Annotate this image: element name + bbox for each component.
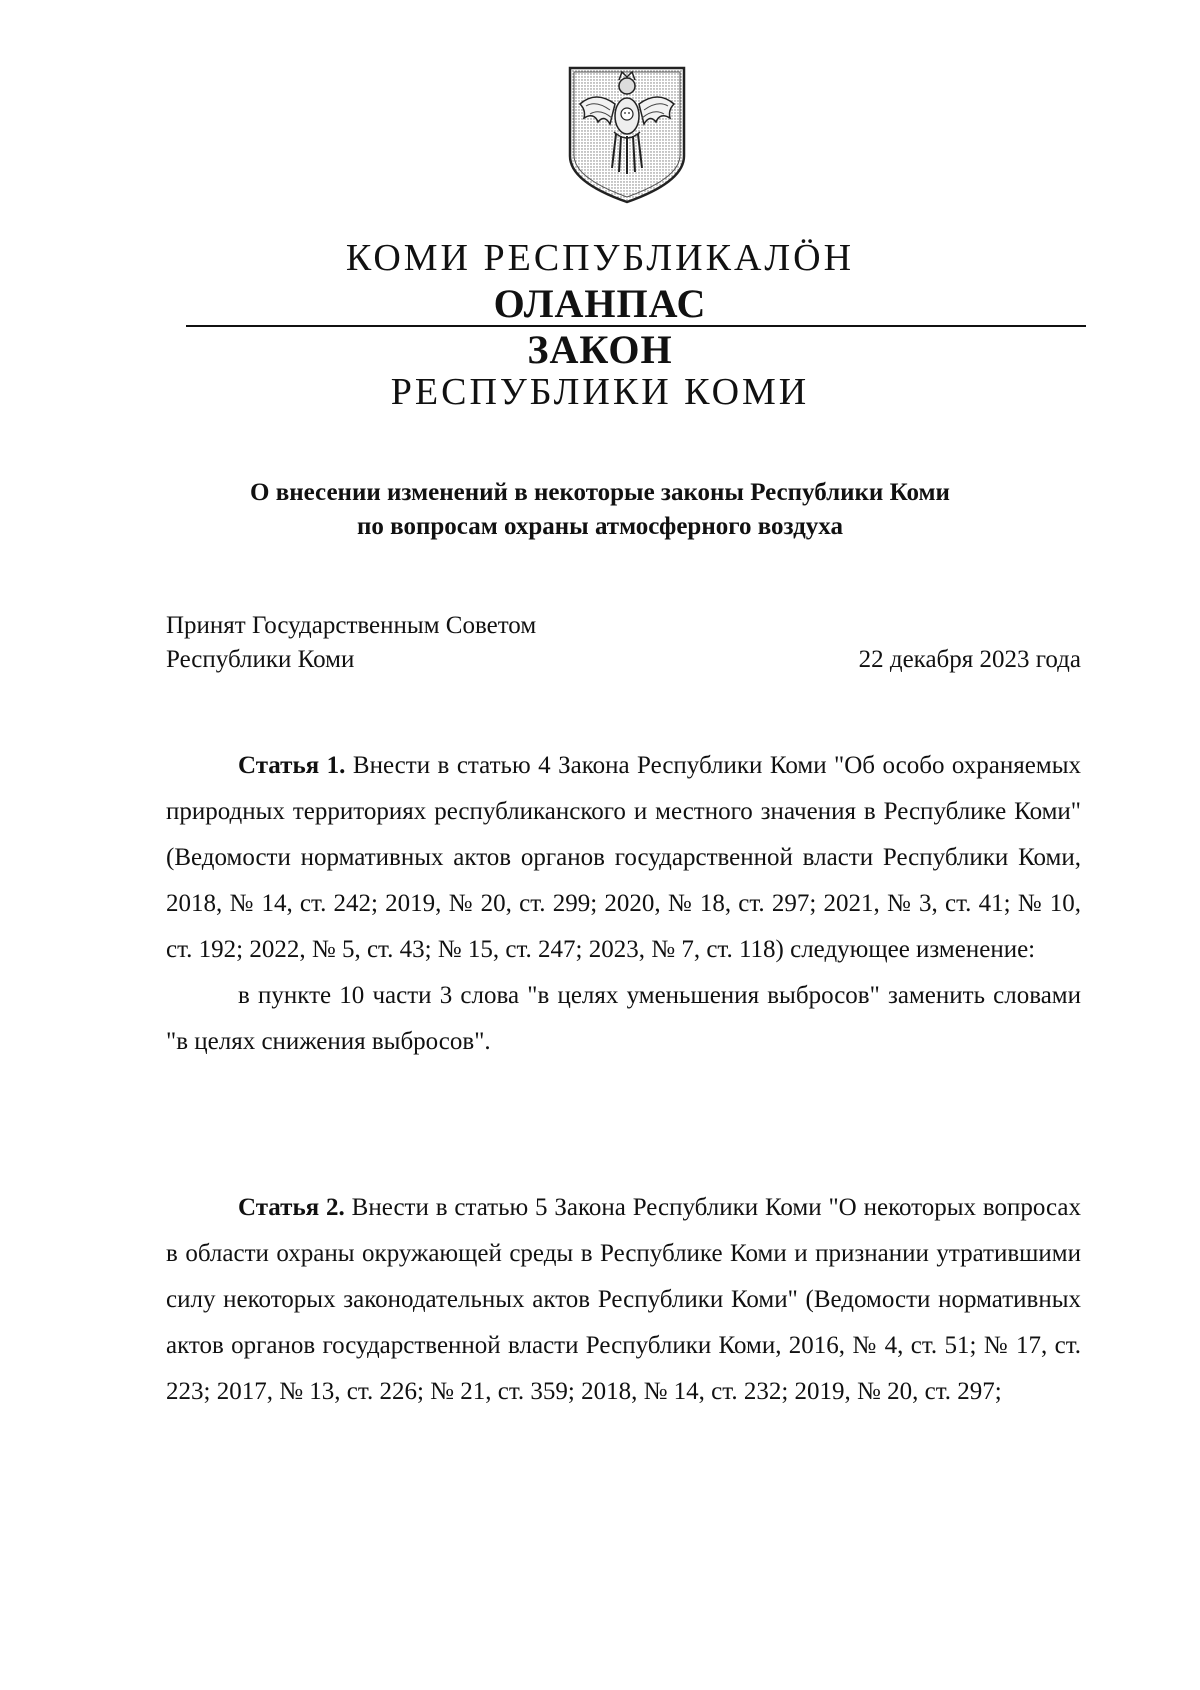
article-2-paragraph-1 <box>166 1185 1081 1415</box>
article-1 <box>166 743 1081 1065</box>
document-title <box>0 476 1200 544</box>
adopted-by-line-1: Принят Государственным Советом <box>166 612 537 639</box>
title-line-1: О внесении изменений в некоторые законы Республики Коми <box>250 479 950 506</box>
header-zakon: ЗАКОН <box>527 327 673 372</box>
header-komi-line: КОМИ РЕСПУБЛИКАЛӦН <box>345 237 855 279</box>
header-republic-line: РЕСПУБЛИКИ КОМИ <box>390 371 810 413</box>
article-2-label: Статья 2. <box>238 1194 345 1221</box>
adopted-by-line-2: Республики Коми <box>166 646 355 673</box>
article-1-text: Внести в статью 4 Закона Республики Коми "Об особо охраняемых природных территориях республиканского и местного значения в Республике Коми" (Ведомости нормативных актов органов государственной власти Республики Коми, 2018, № 14, ст. 242; 2019, № 20, ст. 299; 2020, № 18, ст. 297; 2021, № 3, ст. 41; № 10, ст. 192; 2022, № 5, ст. 43; № 15, ст. 247; 2023, № 7, ст. 118) следующее изменение: <box>166 752 1081 963</box>
article-2-text: Внести в статью 5 Закона Республики Коми "О некоторых вопросах в области охраны окружающей среды в Республике Коми и признании утратившими силу некоторых законодательных актов Республики Коми" (Ведомости нормативных актов органов государственной власти Республики Коми, 2016, № 4, ст. 51; № 17, ст. 223; 2017, № 13, ст. 226; № 21, ст. 359; 2018, № 14, ст. 232; 2019, № 20, ст. 297; <box>166 1194 1081 1405</box>
adoption-date: 22 декабря 2023 года <box>858 646 1081 673</box>
komi-coat-of-arms-icon <box>566 64 688 204</box>
article-1-paragraph-1 <box>166 743 1081 973</box>
article-1-label: Статья 1. <box>238 752 346 779</box>
article-1-paragraph-2: в пункте 10 части 3 слова "в целях уменьшения выбросов" заменить словами "в целях снижения выбросов". <box>166 982 1081 1055</box>
title-line-2: по вопросам охраны атмосферного воздуха <box>357 513 843 540</box>
header-olanpas: ОЛАНПАС <box>493 281 707 326</box>
adoption-block <box>166 609 1081 677</box>
article-2 <box>166 1185 1081 1415</box>
